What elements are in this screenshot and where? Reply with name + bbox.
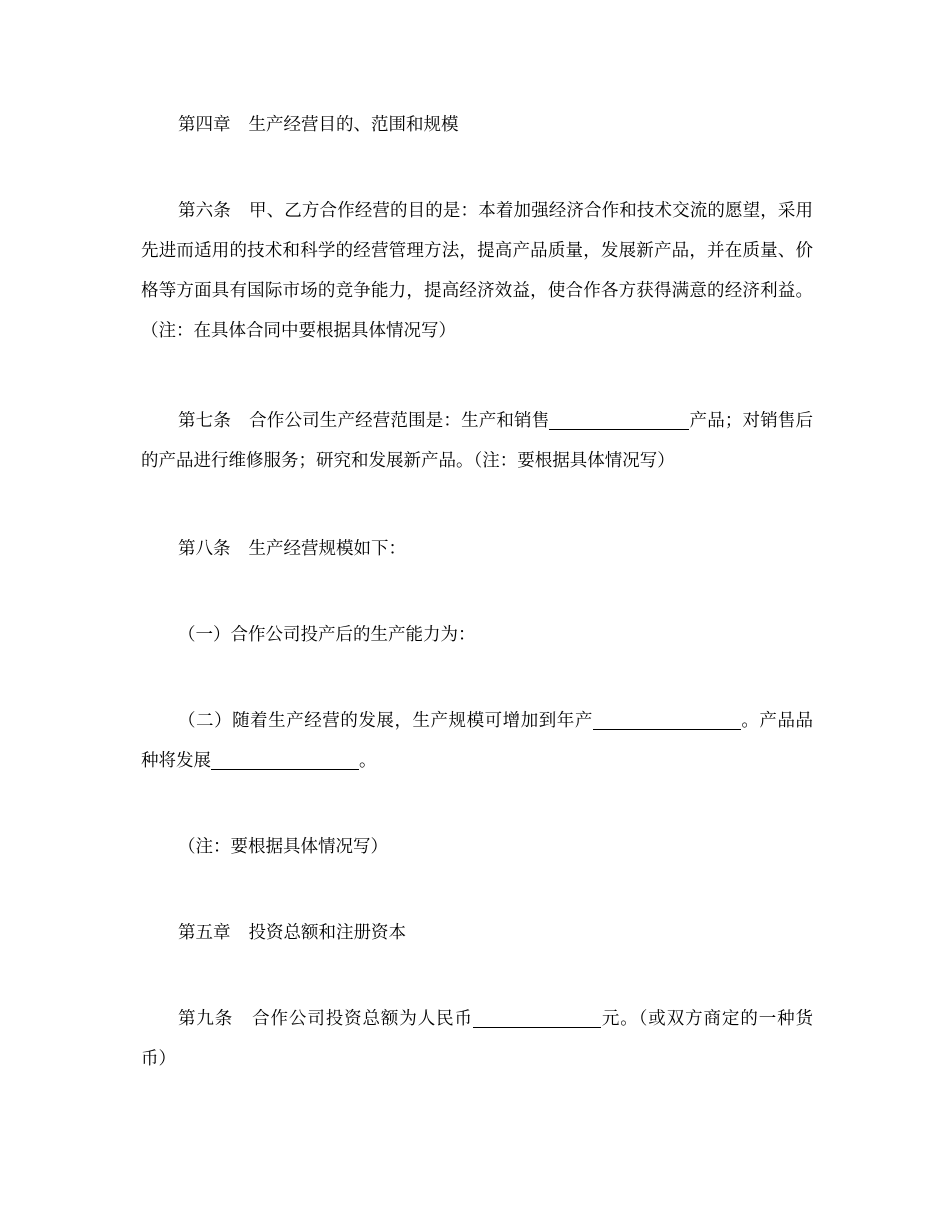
product-variety-blank <box>211 749 359 770</box>
item-2-text-before: （二）随着生产经营的发展，生产规模可增加到年产 <box>178 711 593 731</box>
annual-output-blank <box>593 709 741 730</box>
article-8 <box>141 529 813 569</box>
article-9-text-before: 合作公司投资总额为人民币 <box>251 1009 473 1029</box>
chapter-5-heading <box>141 913 813 953</box>
item-2-text-after: 。 <box>359 751 377 771</box>
product-blank <box>549 409 689 430</box>
note-text: （注：要根据具体情况写） <box>178 837 388 857</box>
chapter-4-label: 第四章 <box>178 115 231 135</box>
item-1 <box>141 615 813 655</box>
article-8-label: 第八条 <box>178 539 231 559</box>
article-7 <box>141 401 813 481</box>
item-2-text-middle: 。产品品种将发展 <box>141 711 814 771</box>
article-9 <box>141 999 813 1079</box>
item-2 <box>141 701 813 781</box>
chapter-4-heading <box>141 105 813 145</box>
article-7-label: 第七条 <box>178 411 231 431</box>
article-6 <box>141 191 813 351</box>
article-6-text: 甲、乙方合作经营的目的是：本着加强经济合作和技术交流的愿望，采用先进而适用的技术和科学的经营管理方法，提高产品质量，发展新产品，并在质量、价格等方面具有国际市场的竞争能力，提高经济效益，使合作各方获得满意的经济利益。（注：在具体合同中要根据具体情况写） <box>141 201 814 341</box>
item-1-text: （一）合作公司投产后的生产能力为： <box>178 625 476 645</box>
chapter-5-label: 第五章 <box>178 923 231 943</box>
article-7-text-after: 产品；对销售后的产品进行维修服务；研究和发展新产品。（注：要根据具体情况写） <box>141 411 814 471</box>
note <box>141 827 813 867</box>
article-9-label: 第九条 <box>178 1009 234 1029</box>
article-9-text-after: 元。（或双方商定的一种货币） <box>141 1009 814 1069</box>
article-7-text-before: 合作公司生产经营范围是：生产和销售 <box>248 411 550 431</box>
article-8-text: 生产经营规模如下： <box>248 539 406 559</box>
chapter-4-title: 生产经营目的、范围和规模 <box>248 115 459 135</box>
article-6-label: 第六条 <box>178 201 231 221</box>
investment-amount-blank <box>473 1007 601 1028</box>
chapter-5-title: 投资总额和注册资本 <box>248 923 406 943</box>
